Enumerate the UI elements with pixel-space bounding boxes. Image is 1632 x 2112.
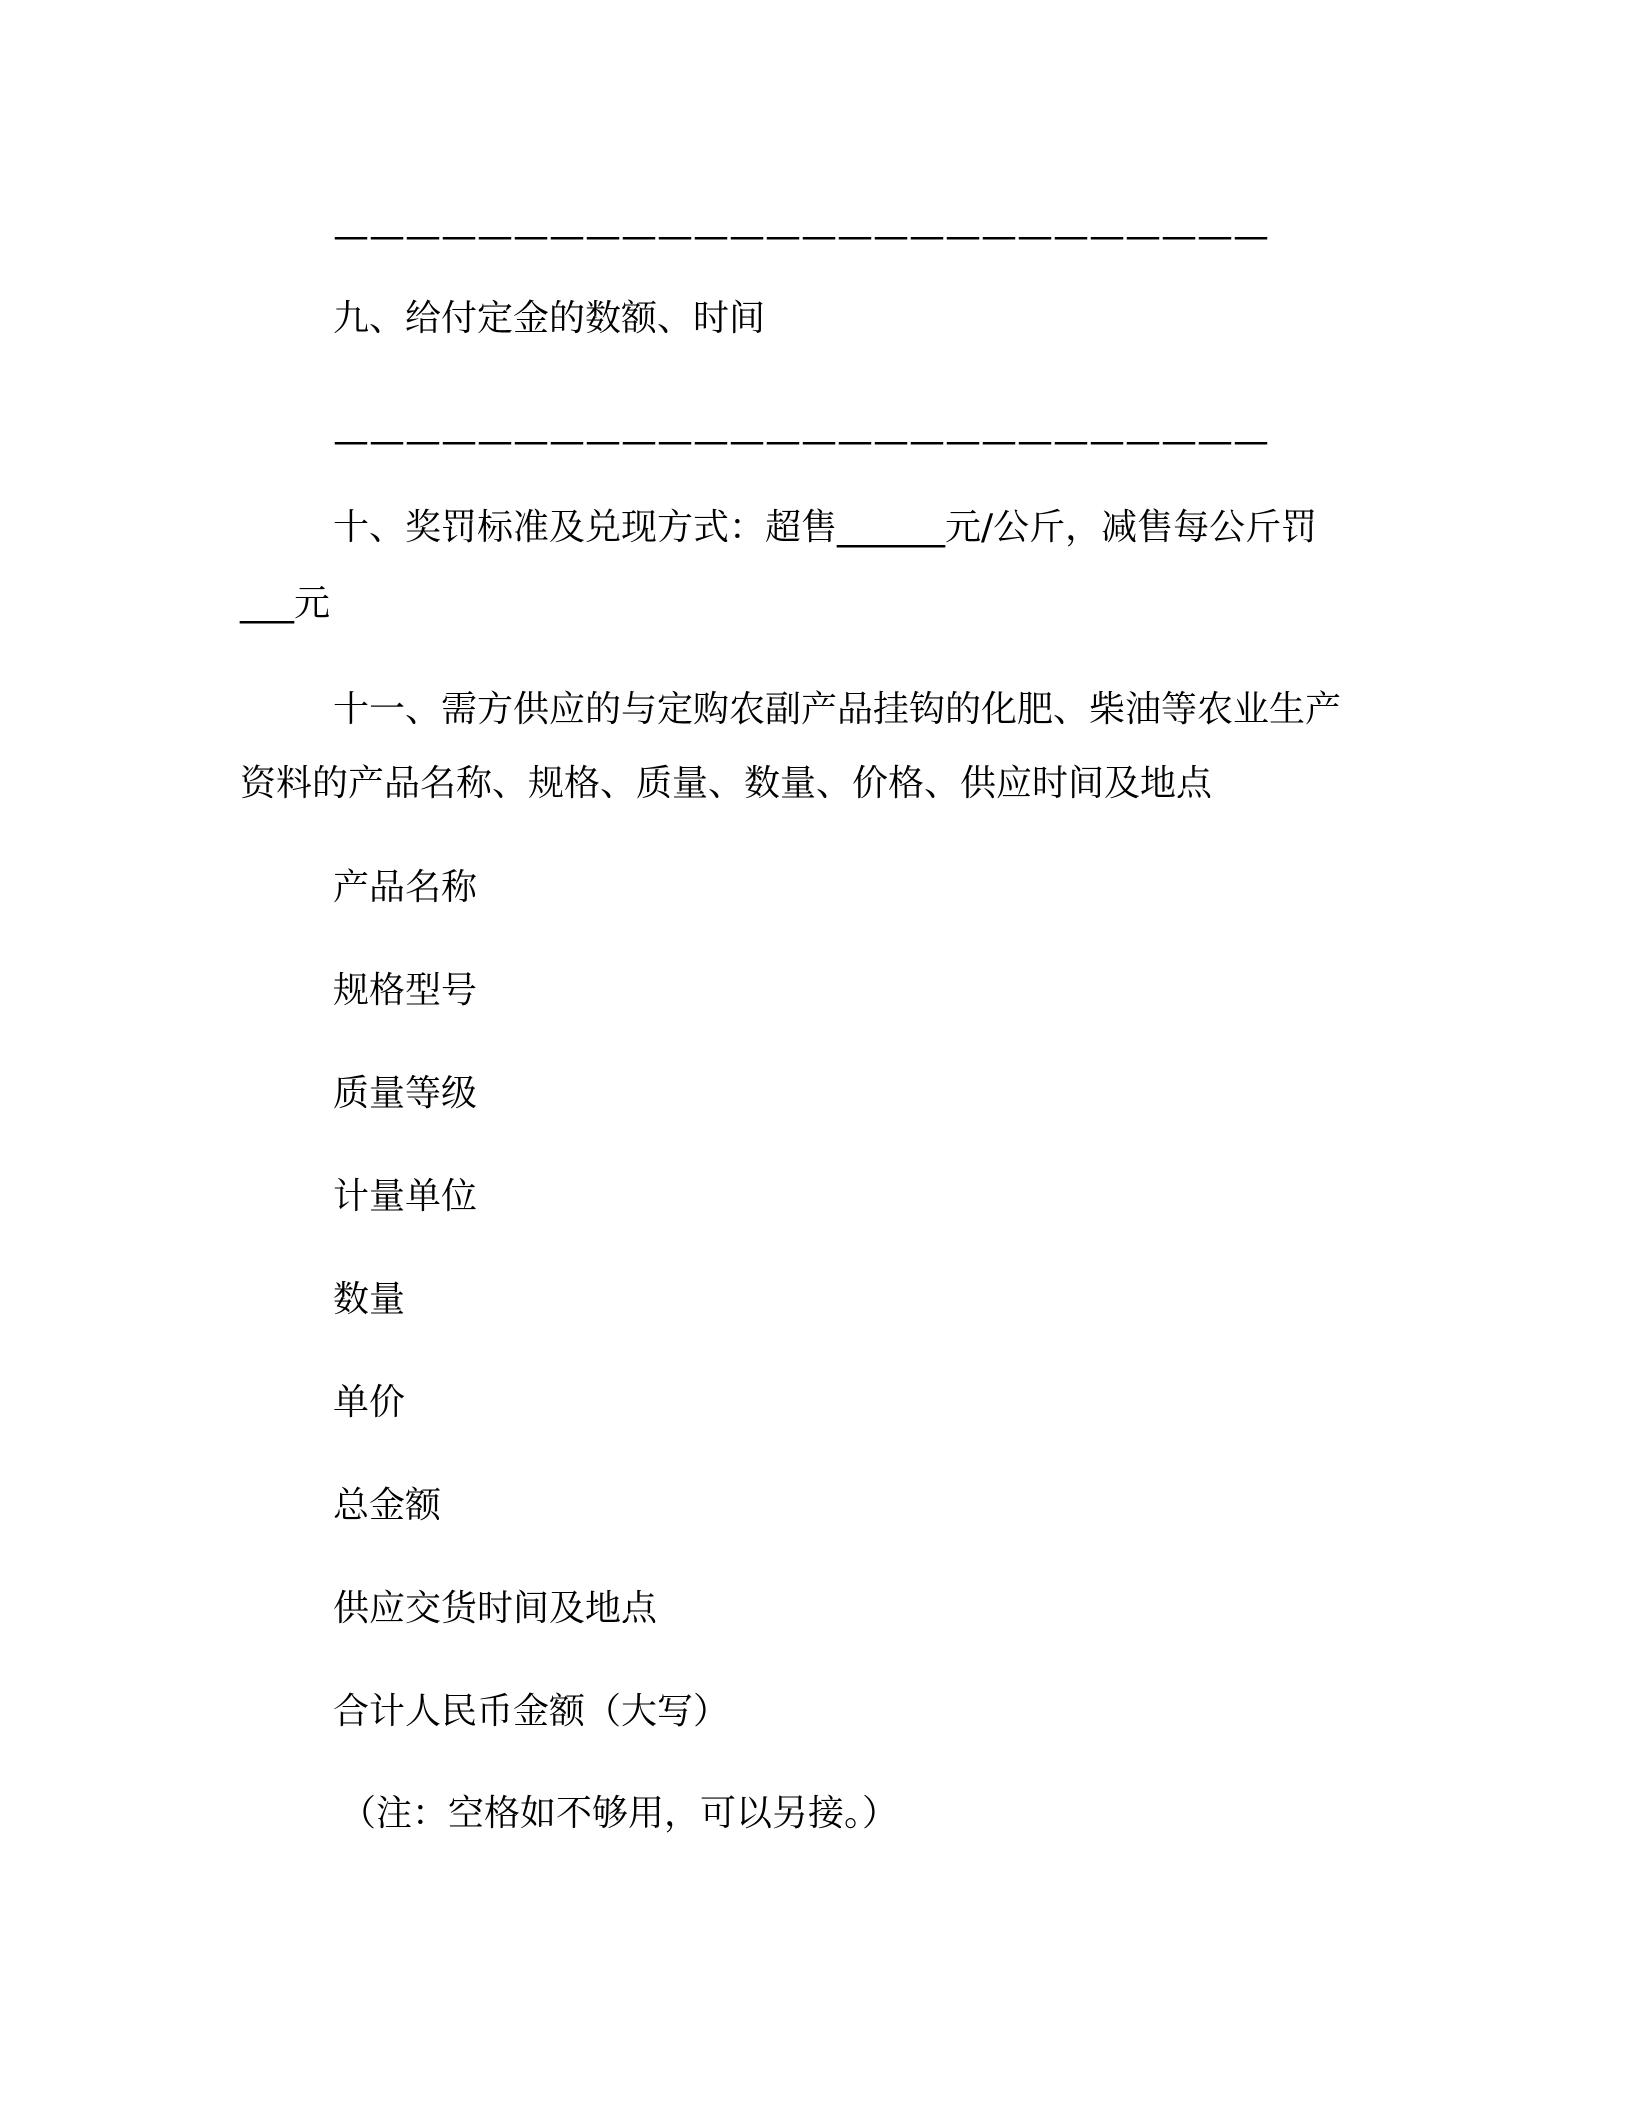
field-spec-model: 规格型号 — [333, 970, 478, 1011]
item-10-line-2: ___元 — [240, 583, 331, 624]
item-10-line-1: 十、奖罚标准及兑现方式：超售______元/公斤，减售每公斤罚 — [333, 507, 1318, 548]
field-unit: 计量单位 — [333, 1176, 478, 1217]
field-total-rmb-uppercase: 合计人民币金额（大写） — [333, 1691, 730, 1732]
field-quality-grade: 质量等级 — [333, 1073, 478, 1114]
field-delivery-time-place: 供应交货时间及地点 — [333, 1588, 658, 1629]
field-total-amount: 总金额 — [333, 1485, 442, 1526]
field-unit-price: 单价 — [333, 1382, 406, 1423]
item-11-line-1: 十一、需方供应的与定购农副产品挂钩的化肥、柴油等农业生产 — [333, 689, 1342, 730]
item-11-line-2: 资料的产品名称、规格、质量、数量、价格、供应时间及地点 — [240, 763, 1213, 804]
item-9-heading: 九、给付定金的数额、时间 — [333, 298, 766, 339]
blank-line-1: —————————————————————————— — [333, 216, 1269, 257]
field-product-name: 产品名称 — [333, 867, 478, 908]
field-quantity: 数量 — [333, 1279, 406, 1320]
blank-line-2: —————————————————————————— — [333, 421, 1269, 462]
note-text: （注：空格如不够用，可以另接。） — [340, 1793, 899, 1834]
